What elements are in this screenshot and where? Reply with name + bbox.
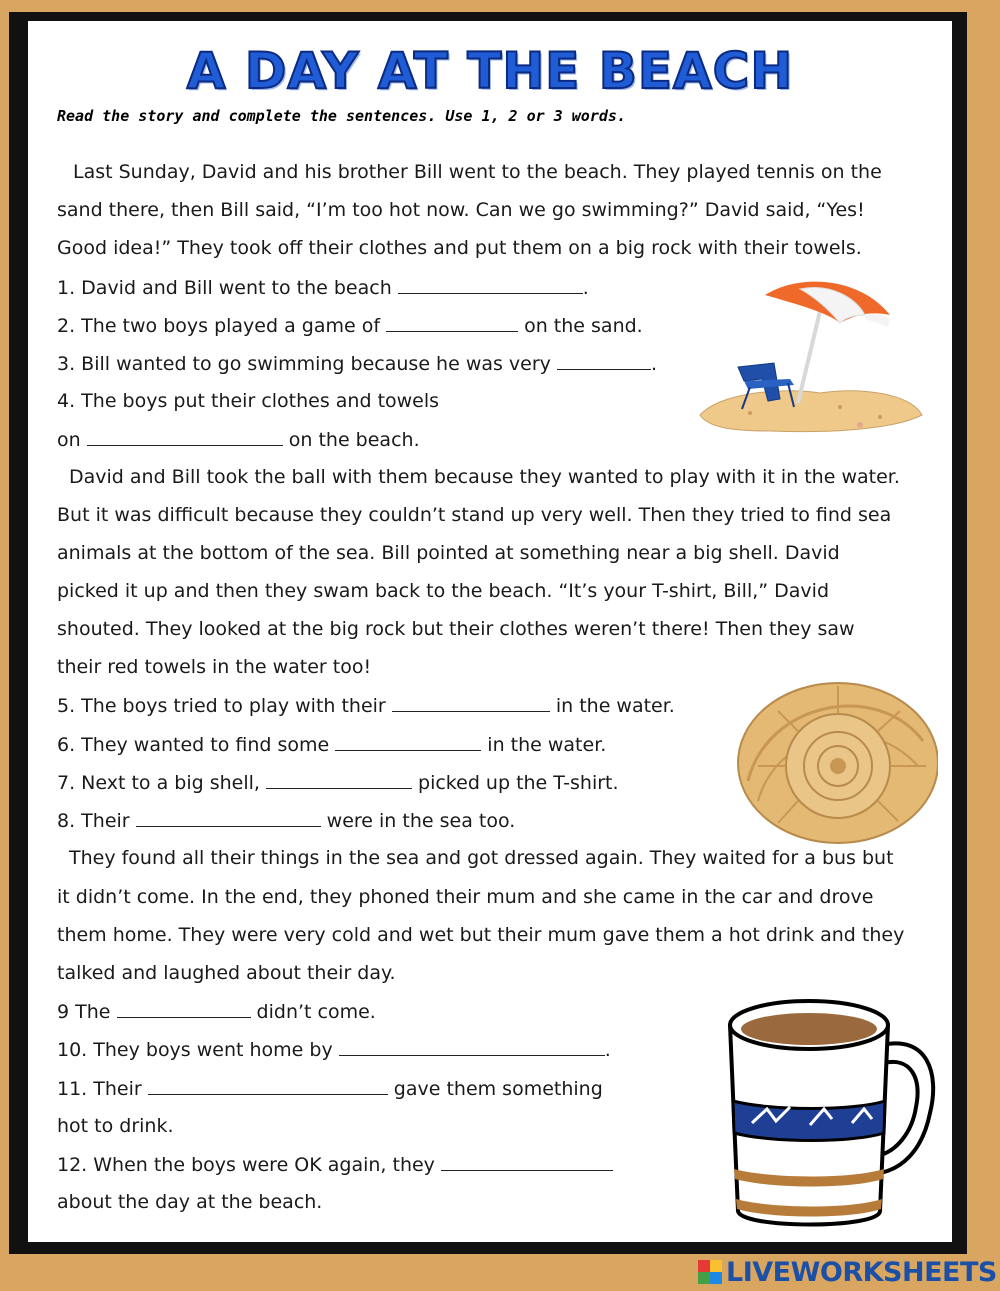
question-12: 12. When the boys were OK again, they: [57, 1152, 613, 1177]
answer-blank[interactable]: [398, 275, 583, 294]
story-line: animals at the bottom of the sea. Bill pointed at something near a big shell. David: [57, 542, 840, 564]
story-line: it didn’t come. In the end, they phoned their mum and she came in the car and drove: [57, 886, 874, 908]
answer-blank[interactable]: [266, 770, 412, 789]
story-line: David and Bill took the ball with them because they wanted to play with it in the water.: [69, 466, 900, 488]
answer-blank[interactable]: [87, 427, 283, 446]
beach-umbrella-icon: [690, 275, 930, 440]
question-11: 11. Their gave them something: [57, 1078, 603, 1100]
question-4: 4. The boys put their clothes and towels: [57, 390, 440, 412]
question-10: 10. They boys went home by .: [57, 1039, 611, 1061]
question-8: 8. Their were in the sea too.: [57, 810, 516, 832]
answer-blank[interactable]: [136, 808, 321, 827]
story-line: sand there, then Bill said, “I’m too hot now. Can we go swimming?” David said, “Yes!: [57, 199, 865, 221]
answer-blank[interactable]: [339, 1037, 605, 1056]
page-title: A DAY AT THE BEACH: [186, 42, 794, 100]
question-1: 1. David and Bill went to the beach .: [57, 277, 589, 299]
question-4-continued: on on the beach.: [57, 429, 420, 451]
answer-blank[interactable]: [386, 313, 518, 332]
question-3: 3. Bill wanted to go swimming because he was very .: [57, 353, 658, 375]
worksheet-frame: [9, 12, 967, 1254]
logo-text: LIVEWORKSHEETS: [726, 1256, 997, 1288]
answer-blank[interactable]: [335, 732, 481, 751]
question-2: 2. The two boys played a game of on the sand.: [57, 315, 643, 337]
answer-blank[interactable]: [148, 1076, 388, 1095]
question-9: 9 The didn’t come.: [57, 1001, 376, 1023]
answer-blank[interactable]: [557, 351, 651, 370]
story-line: Last Sunday, David and his brother Bill went to the beach. They played tennis on the: [73, 161, 882, 183]
story-line: But it was difficult because they couldn’t stand up very well. Then they tried to find sea: [57, 504, 892, 526]
story-line: shouted. They looked at the big rock but their clothes weren’t there! Then they saw: [57, 618, 855, 640]
answer-blank[interactable]: [117, 999, 251, 1018]
story-line: They found all their things in the sea and got dressed again. They waited for a bus but: [69, 847, 894, 869]
answer-blank[interactable]: [441, 1152, 613, 1171]
story-line: their red towels in the water too!: [57, 656, 372, 678]
answer-blank[interactable]: [392, 693, 550, 712]
story-line: talked and laughed about their day.: [57, 962, 396, 984]
worksheet-page: [28, 21, 952, 1242]
question-5: 5. The boys tried to play with their in the water.: [57, 695, 675, 717]
logo-badge-icon: [698, 1260, 722, 1284]
story-line: Good idea!” They took off their clothes and put them on a big rock with their towels.: [57, 237, 862, 259]
liveworksheets-logo[interactable]: [698, 1258, 997, 1286]
seashell-icon: [728, 671, 938, 851]
mug-icon: [712, 983, 942, 1235]
question-11-continued: hot to drink.: [57, 1115, 174, 1137]
story-line: picked it up and then they swam back to the beach. “It’s your T-shirt, Bill,” David: [57, 580, 830, 602]
instructions: Read the story and complete the sentences. Use 1, 2 or 3 words.: [57, 107, 626, 125]
question-12-continued: about the day at the beach.: [57, 1191, 323, 1213]
story-line: them home. They were very cold and wet but their mum gave them a hot drink and they: [57, 924, 905, 946]
question-7: 7. Next to a big shell, picked up the T-shirt.: [57, 772, 619, 794]
question-6: 6. They wanted to find some in the water.: [57, 734, 607, 756]
